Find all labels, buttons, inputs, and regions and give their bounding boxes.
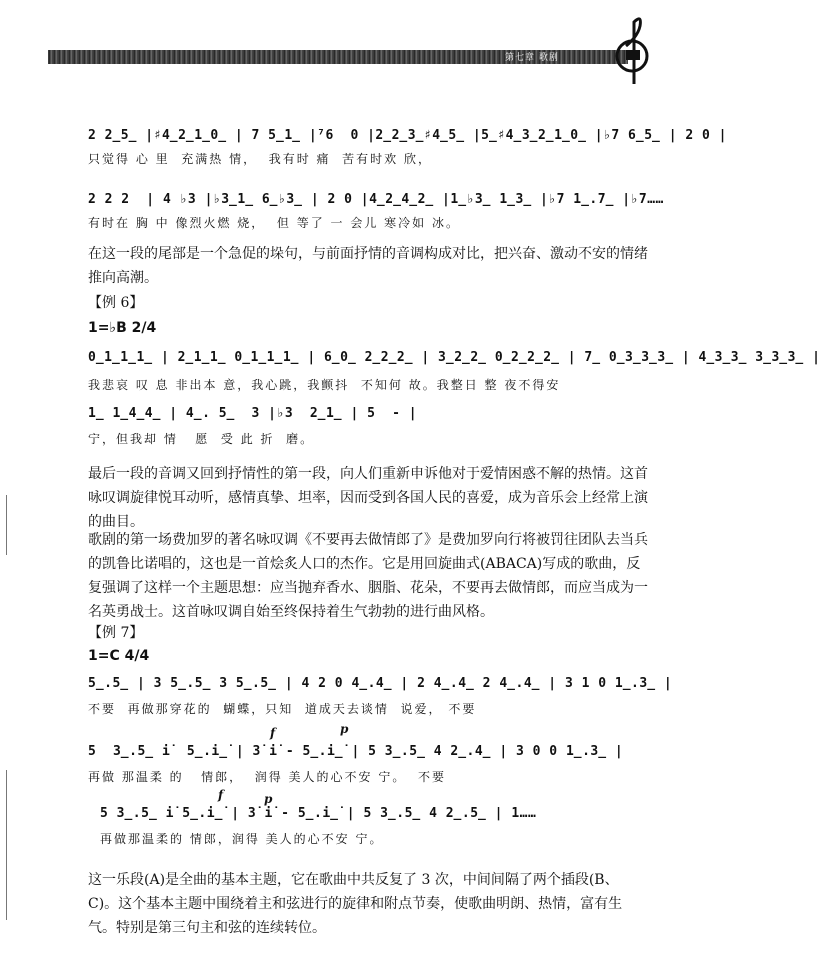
example6-lyrics-2: 宁，但我却 情 愿 受 此 折 磨。: [88, 432, 315, 446]
score1-notes-1: 2 2̲5̲ |♯4̲2̲1̲0̲ | 7 5̲1̲ |⁷6 0 |2̲2̲3̲♯4̲5̲ |5̲♯4̲3̲2̲1̲0̲ |♭7 6̲5̲ | 2 0 |: [88, 128, 727, 143]
score1-lyrics-1: 只觉得 心 里 充满热 情， 我有时 痛 苦有时欢 欣，: [88, 152, 432, 166]
example6-label: 【例 6】: [88, 295, 144, 311]
score1-notes-2: 2 2 2 | 4 ♭3 |♭3̲1̲ 6̲♭3̲ | 2 0 |4̲2̲4̲2̲ |1̲♭3̲ 1̲3̲ |♭7 1̲.7̲ |♭7……: [88, 192, 664, 207]
example6-lyrics-1: 我悲哀 叹 息 非出本 意，我心跳，我颤抖 不知何 故。我整日 整 夜不得安: [88, 378, 561, 392]
example7-notes-3: 5 3̲.5̲ i̇ 5̲.i̲̇ | 3̇ i̇ - 5̲.i̲̇ | 5 3̲.5̲ 4 2̲.5̲ | 1……: [100, 806, 537, 821]
dynamic-p-1: p: [340, 722, 349, 736]
paragraph-1: 在这一段的尾部是一个急促的垛句，与前面抒情的音调构成对比，把兴奋、激动不安的情绪推向高潮。: [88, 246, 648, 286]
paragraph-3: 歌剧的第一场费加罗的著名咏叹调《不要再去做情郎了》是费加罗向行将被罚往团队去当兵的凯鲁比诺唱的，这也是一首烩炙人口的杰作。它是用回旋曲式(ABACA)写成的歌曲，反复强调了这样一个主题思想：应当抛弃香水、胭脂、花朵，不要再去做情郎，而应当成为一名英勇战士。这首咏叹调自始至终保持着生气勃勃的进行曲风格。: [88, 532, 648, 620]
example7-lyrics-3: 再做那温柔的 情郎，润得 美人的心不安 宁。: [100, 832, 384, 846]
treble-clef-icon: [612, 12, 652, 92]
scan-edge-line-2: [6, 770, 7, 920]
paragraph-2: 最后一段的音调又回到抒情性的第一段，向人们重新申诉他对于爱情困惑不解的热情。这首咏叹调旋律悦耳动听，感情真挚、坦率，因而受到各国人民的喜爱，成为音乐会上经常上演的曲目。: [88, 466, 648, 530]
example7-notes-2: 5 3̲.5̲ i̇ 5̲.i̲̇ | 3̇ i̇ - 5̲.i̲̇ | 5 3̲.5̲ 4 2̲.4̲ | 3 0 0 1̲.3̲ |: [88, 744, 624, 759]
dynamic-p-2: p: [264, 792, 273, 806]
example6-notes-2: 1̲ 1̲4̲4̲ | 4̲. 5̲ 3 |♭3 2̲1̲ | 5 - |: [88, 406, 418, 421]
dynamic-f-1: f: [270, 726, 276, 740]
paragraph-4: 这一乐段(A)是全曲的基本主题，它在歌曲中共反复了 3 次，中间间隔了两个插段(B、C)。这个基本主题中围绕着主和弦进行的旋律和附点节奏，使歌曲明朗、热情，富有生气。特别是第三句主和弦的连续转位。: [88, 872, 623, 936]
example7-key: 1=C 4/4: [88, 648, 150, 664]
example7-lyrics-2: 再做 那温柔 的 情郎， 润得 美人的心不安 宁。 不要: [88, 770, 446, 784]
dynamic-f-2: f: [218, 788, 224, 802]
example7-lyrics-1: 不要 再做那穿花的 蝴蝶，只知 道成天去谈情 说爱， 不要: [88, 702, 477, 716]
example7-label: 【例 7】: [88, 625, 144, 641]
example7-notes-1: 5̲.5̲ | 3 5̲.5̲ 3 5̲.5̲ | 4 2 0 4̲.4̲ | 2 4̲.4̲ 2 4̲.4̲ | 3 1 0 1̲.3̲ |: [88, 676, 673, 691]
example6-notes-1: 0̲1̲1̲1̲ | 2̲1̲1̲ 0̲1̲1̲1̲ | 6̲0̲ 2̲2̲2̲ | 3̲2̲2̲ 0̲2̲2̲2̲ | 7̲ 0̲3̲3̲3̲ | 4̲3̲3̲ 3̲3̲3̲ |: [88, 350, 820, 365]
header-text: 第七章 歌剧: [505, 53, 559, 63]
example6-key: 1=♭B 2/4: [88, 320, 157, 336]
score1-lyrics-2: 有时在 胸 中 像烈火燃 烧， 但 等了 一 会儿 寒冷如 冰。: [88, 216, 460, 230]
scan-edge-line-1: [6, 495, 7, 555]
